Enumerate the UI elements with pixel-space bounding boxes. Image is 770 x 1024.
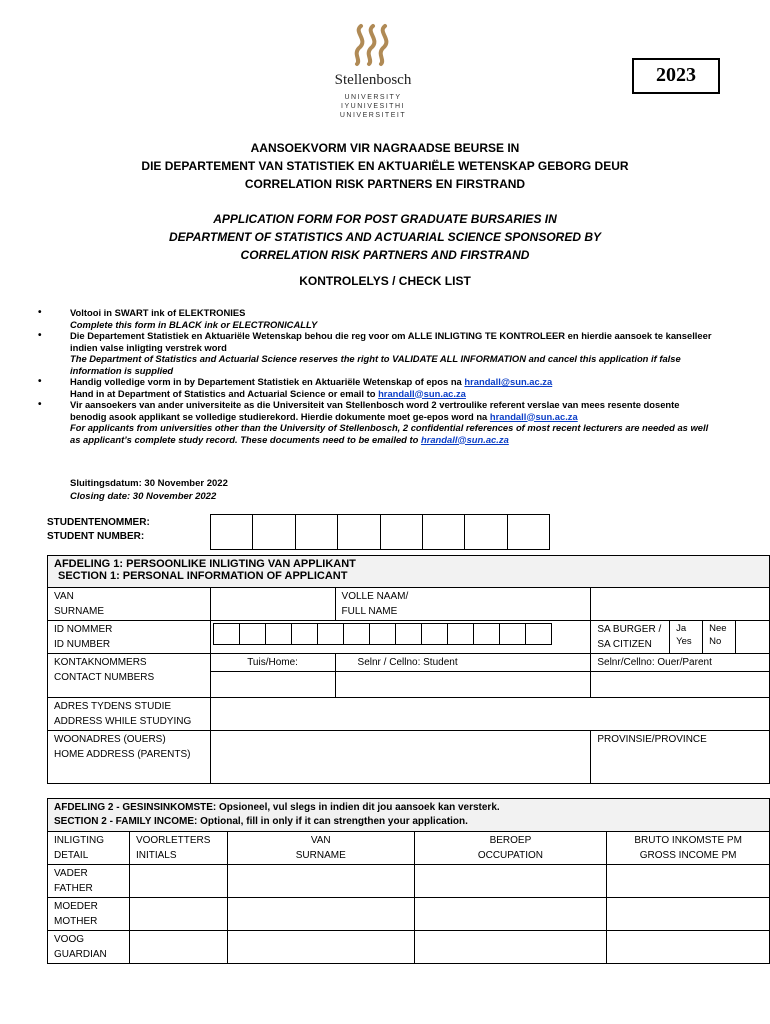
section1-title-af: AFDELING 1: PERSOONLIKE INLIGTING VAN APPLIKANT xyxy=(54,558,356,570)
home-address-label xyxy=(48,731,211,784)
cell-parent-label: Selnr/Cellno: Ouer/Parent xyxy=(591,654,770,672)
id-digit[interactable] xyxy=(291,623,318,645)
col-initials-header xyxy=(129,832,227,865)
checklist-title: KONTROLELYS / CHECK LIST xyxy=(299,274,471,288)
contact-numbers-label xyxy=(48,654,211,698)
title-line: DEPARTMENT OF STATISTICS AND ACTUARIAL SCIENCE SPONSORED BY xyxy=(168,230,602,244)
col-initials-en: INITIALS xyxy=(135,850,177,861)
col-detail-af: INLIGTING xyxy=(54,835,105,846)
guardian-label xyxy=(48,931,130,964)
fullname-label-af: VOLLE NAAM/ xyxy=(341,591,409,602)
year-box: 2023 xyxy=(632,58,720,94)
cell-parent-field[interactable] xyxy=(591,672,770,698)
title-line: AANSOEKVORM VIR NAGRAADSE BEURSE IN xyxy=(250,141,520,155)
fullname-label-en: FULL NAME xyxy=(341,606,398,617)
father-occupation-field[interactable] xyxy=(414,865,607,898)
id-digit[interactable] xyxy=(421,623,448,645)
id-digit[interactable] xyxy=(317,623,344,645)
checklist-item xyxy=(38,399,718,445)
student-number-label xyxy=(47,516,150,544)
father-label xyxy=(48,865,130,898)
contact-label-en: CONTACT NUMBERS xyxy=(54,672,155,683)
contact-label-af: KONTAKNOMMERS xyxy=(54,657,147,668)
father-initials-field[interactable] xyxy=(129,865,227,898)
checklist-text-af: • Die Departement Statistiek en Aktuariële Wetenskap behou die reg voor om ALLE INLIGTING TE KONTROLEER en hierdie aansoek te kanselleer indien valse inligting verstrek word xyxy=(70,330,712,353)
logo-line: UNIVERSITEIT xyxy=(339,112,407,119)
closing-date xyxy=(70,477,228,503)
home-phone-label: Tuis/Home: xyxy=(210,654,335,672)
id-digit[interactable] xyxy=(343,623,370,645)
checklist-text-en: The Department of Statistics and Actuarial Science reserves the right to VALIDATE ALL INFORMATION and cancel this application if false information is supplied xyxy=(70,353,681,376)
col-detail-en: DETAIL xyxy=(54,850,89,861)
mother-surname-field[interactable] xyxy=(227,898,414,931)
id-label-en: ID NUMBER xyxy=(54,639,111,650)
id-number-cells xyxy=(214,623,591,645)
title-line: CORRELATION RISK PARTNERS EN FIRSTRAND xyxy=(244,177,526,191)
father-surname-field[interactable] xyxy=(227,865,414,898)
id-number-label xyxy=(48,621,211,654)
mother-initials-field[interactable] xyxy=(129,898,227,931)
student-number-digit[interactable] xyxy=(337,514,380,550)
col-surname-header xyxy=(227,832,414,865)
fullname-label xyxy=(335,588,591,621)
student-number-digit[interactable] xyxy=(464,514,507,550)
surname-label xyxy=(48,588,211,621)
province-field[interactable] xyxy=(591,731,770,784)
email-link[interactable]: hrandall@sun.ac.za xyxy=(489,410,578,422)
citizen-yes-option[interactable] xyxy=(670,621,703,654)
logo-name: Stellenbosch xyxy=(334,72,412,88)
student-number-boxes xyxy=(211,514,550,550)
id-digit[interactable] xyxy=(213,623,240,645)
section1-table xyxy=(47,555,770,784)
mother-income-field[interactable] xyxy=(607,898,770,931)
cell-student-field[interactable] xyxy=(335,672,591,698)
closing-date-en: Closing date: 30 November 2022 xyxy=(70,491,217,502)
sa-citizen-label xyxy=(591,621,670,654)
student-number-digit[interactable] xyxy=(252,514,295,550)
student-number-digit[interactable] xyxy=(380,514,423,550)
table-row xyxy=(48,931,770,964)
guardian-occupation-field[interactable] xyxy=(414,931,607,964)
section1-heading xyxy=(48,556,770,588)
email-link[interactable]: hrandall@sun.ac.za xyxy=(378,387,466,399)
stellenbosch-crest-icon xyxy=(351,22,395,68)
guardian-income-field[interactable] xyxy=(607,931,770,964)
id-digit[interactable] xyxy=(239,623,266,645)
col-income-af: BRUTO INKOMSTE PM xyxy=(634,835,742,846)
checklist-text-af: • Voltooi in SWART ink of ELEKTRONIES xyxy=(70,307,246,318)
table-row xyxy=(48,865,770,898)
id-digit[interactable] xyxy=(525,623,552,645)
citizen-label-en: SA CITIZEN xyxy=(597,639,652,650)
id-number-field xyxy=(210,621,591,654)
student-number-digit[interactable] xyxy=(507,514,550,550)
surname-field[interactable] xyxy=(210,588,335,621)
home-phone-field[interactable] xyxy=(210,672,335,698)
email-link[interactable]: hrandall@sun.ac.za xyxy=(464,376,553,387)
title-english xyxy=(0,210,770,264)
col-income-header xyxy=(607,832,770,865)
yes-label-af: Ja xyxy=(676,623,687,634)
col-occupation-header xyxy=(414,832,607,865)
section2-title-en: SECTION 2 - FAMILY INCOME: Optional, fill in only if it can strengthen your application. xyxy=(54,816,468,827)
student-number-digit[interactable] xyxy=(422,514,465,550)
checklist-text-af: Handig volledige vorm in by Departement Statistiek en Aktuariële Wetenskap of epos na xyxy=(70,376,462,387)
table-row xyxy=(48,898,770,931)
col-occupation-af: BEROEP xyxy=(489,835,532,846)
yes-label-en: Yes xyxy=(676,636,692,647)
logo-line: IYUNIVESITHI xyxy=(341,103,405,110)
section2-heading xyxy=(48,799,770,832)
study-address-label xyxy=(48,698,211,731)
email-link[interactable]: hrandall@sun.ac.za xyxy=(420,433,509,445)
home-address-label-af: WOONADRES (OUERS) xyxy=(54,734,166,745)
closing-date-af: Sluitingsdatum: 30 November 2022 xyxy=(70,478,228,489)
col-surname-af: VAN xyxy=(310,835,331,846)
col-income-en: GROSS INCOME PM xyxy=(639,850,737,861)
section2-table xyxy=(47,798,770,964)
section1-title-en: SECTION 1: PERSONAL INFORMATION OF APPLICANT xyxy=(58,570,348,582)
title-line: CORRELATION RISK PARTNERS AND FIRSTRAND xyxy=(240,248,530,262)
fullname-field[interactable] xyxy=(591,588,770,621)
id-digit[interactable] xyxy=(265,623,292,645)
id-digit[interactable] xyxy=(395,623,422,645)
study-address-field[interactable] xyxy=(210,698,769,731)
home-address-label-en: HOME ADDRESS (PARENTS) xyxy=(54,749,191,760)
surname-label-af: VAN xyxy=(54,591,74,602)
student-number-digit[interactable] xyxy=(295,514,338,550)
no-label-en: No xyxy=(709,636,722,647)
mother-label-af: MOEDER xyxy=(54,901,98,912)
citizen-no-option[interactable] xyxy=(703,621,736,654)
father-label-af: VADER xyxy=(54,868,88,879)
student-number-digit[interactable] xyxy=(210,514,253,550)
checklist-item xyxy=(38,330,718,376)
student-number-label-en: STUDENT NUMBER: xyxy=(47,531,145,542)
title-afrikaans xyxy=(0,139,770,193)
col-initials-af: VOORLETTERS xyxy=(135,835,211,846)
id-digit[interactable] xyxy=(499,623,526,645)
surname-label-en: SURNAME xyxy=(54,606,105,617)
logo-line: UNIVERSITY xyxy=(344,94,402,101)
university-logo xyxy=(318,22,428,120)
citizen-label-af: SA BURGER / xyxy=(597,624,662,635)
no-label-af: Nee xyxy=(709,623,727,634)
col-surname-en: SURNAME xyxy=(295,850,346,861)
checklist-item xyxy=(38,376,718,399)
guardian-surname-field[interactable] xyxy=(227,931,414,964)
mother-label xyxy=(48,898,130,931)
mother-label-en: MOTHER xyxy=(54,916,98,927)
checklist-text-en: Hand in at Department of Statistics and Actuarial Science or email to xyxy=(70,387,376,399)
guardian-label-af: VOOG xyxy=(54,934,85,945)
title-line: DIE DEPARTEMENT VAN STATISTIEK EN AKTUARIËLE WETENSKAP GEBORG DEUR xyxy=(141,159,629,173)
id-digit[interactable] xyxy=(447,623,474,645)
checklist-text-en: Complete this form in BLACK ink or ELECTRONICALLY xyxy=(70,318,318,330)
study-address-label-en: ADDRESS WHILE STUDYING xyxy=(54,716,192,727)
province-label: PROVINSIE/PROVINCE xyxy=(597,734,707,745)
title-line: APPLICATION FORM FOR POST GRADUATE BURSARIES IN xyxy=(213,212,557,226)
col-occupation-en: OCCUPATION xyxy=(477,850,543,861)
cell-student-text: Selnr / Cellno: Student xyxy=(357,657,458,668)
checklist-item xyxy=(38,307,718,330)
guardian-initials-field[interactable] xyxy=(129,931,227,964)
mother-occupation-field[interactable] xyxy=(414,898,607,931)
citizen-spare-cell xyxy=(736,621,770,654)
cell-student-label xyxy=(335,654,591,672)
study-address-label-af: ADRES TYDENS STUDIE xyxy=(54,701,172,712)
col-detail-header xyxy=(48,832,130,865)
checklist-text-en: For applicants from universities other than the University of Stellenbosch, 2 confidential references of most recent lecturers are needed as well as applicant’s complete study record. These documents need to be emailed to xyxy=(70,422,709,445)
id-digit[interactable] xyxy=(369,623,396,645)
checklist xyxy=(38,307,718,445)
checklist-text-af: Vir aansoekers van ander universiteite as die Universiteit van Stellenbosch word 2 vertroulike referent verslae van mees resente dosente benodig asook applikant se volledige studierekord. Hierdie dokumente moet ge-epos word na xyxy=(70,399,680,422)
father-income-field[interactable] xyxy=(607,865,770,898)
id-digit[interactable] xyxy=(473,623,500,645)
section2-title-af: AFDELING 2 - GESINSINKOMSTE: Opsioneel, vul slegs in indien dit jou aansoek kan versterk. xyxy=(54,802,500,813)
father-label-en: FATHER xyxy=(54,883,93,894)
home-address-field[interactable] xyxy=(210,731,591,784)
id-label-af: ID NOMMER xyxy=(54,624,113,635)
student-number-label-af: STUDENTENOMMER: xyxy=(47,517,150,528)
guardian-label-en: GUARDIAN xyxy=(54,949,107,960)
